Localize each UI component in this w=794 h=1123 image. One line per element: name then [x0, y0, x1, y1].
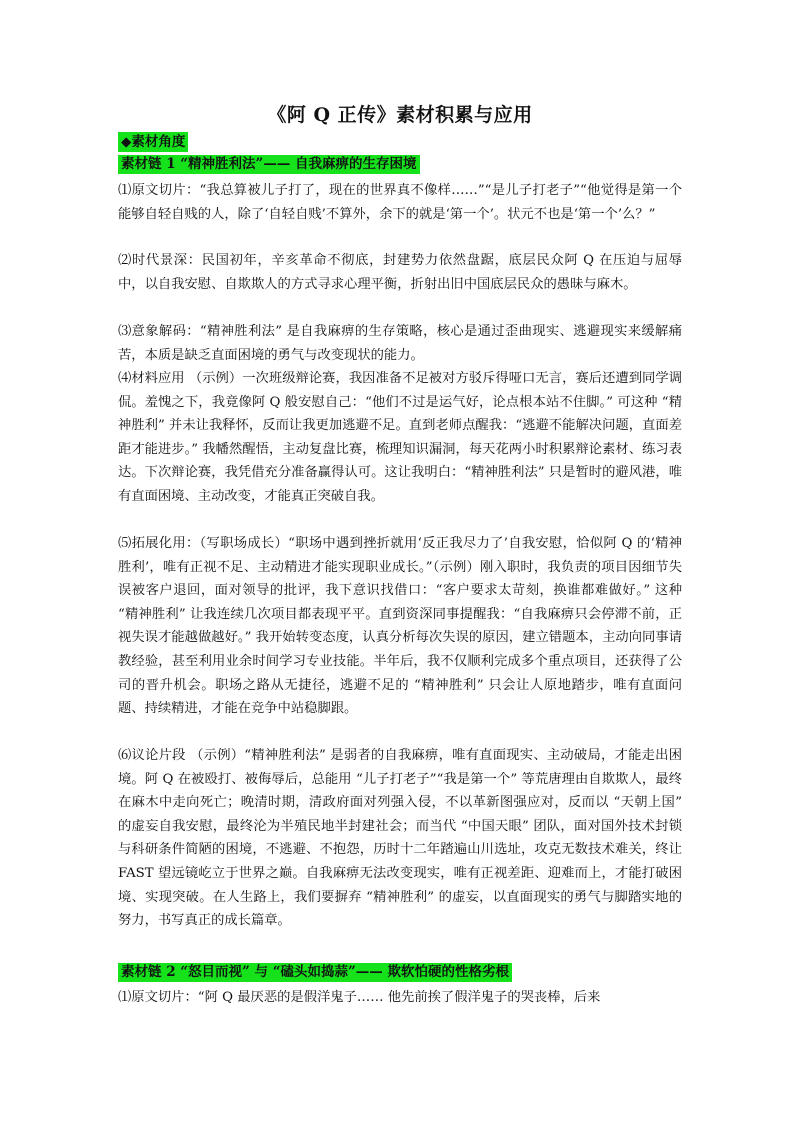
chain-1-item-5: ⑸拓展化用：（写职场成长）“职场中遇到挫折就用‘反正我尽力了’自我安慰，恰似阿 Q 的‘精神胜利’，唯有正视不足、主动精进才能实现职业成长。”（示例）刚入职时，我负责的项目因细节失误被客户退回，面对领导的批评，我下意识找借口：“客户要求太苛刻，换谁都难做好。” 这种 “精神胜利” 让我连续几次项目都表现平平。直到资深同事提醒我：“自我麻痹只会停滞不前，正视失误才能越做越好。” 我开始转变态度，认真分析每次失误的原因，建立错题本，主动向同事请教经验，甚至利用业余时间学习专业技能。半年后，我不仅顺利完成多个重点项目，还获得了公司的晋升机会。职场之路从无捷径，逃避不足的 “精神胜利” 只会让人原地踏步，唯有直面问题、持续精进，才能在竞争中站稳脚跟。	[118, 536, 682, 717]
material-chain-2-heading: 素材链 2 “怒目而视” 与 “磕头如捣蒜”—— 欺软怕硬的性格劣根	[118, 963, 512, 982]
chain-1-item-2: ⑵时代景深：民国初年，辛亥革命不彻底，封建势力依然盘踞，底层民众阿 Q 在压迫与屈辱中，以自我安慰、自欺欺人的方式寻求心理平衡，折射出旧中国底层民众的愚昧与麻木。	[118, 253, 682, 292]
chain-1-item-3: ⑶意象解码：“精神胜利法” 是自我麻痹的生存策略，核心是通过歪曲现实、逃避现实来缓解痛苦，本质是缺乏直面困境的勇气与改变现状的能力。	[118, 324, 682, 363]
chain-1-item-1: ⑴原文切片：“我总算被儿子打了，现在的世界真不像样……”“是儿子打老子”“他觉得是第一个能够自轻自贱的人，除了‘自轻自贱’不算外，余下的就是‘第一个’。状元不也是‘第一个’么？”	[118, 183, 682, 222]
page-title: 《阿 Q 正传》素材积累与应用	[267, 104, 533, 126]
chain-2-item-1: ⑴原文切片：“阿 Q 最厌恶的是假洋鬼子…… 他先前挨了假洋鬼子的哭丧棒，后来	[118, 990, 601, 1005]
material-chain-1-heading: 素材链 1 “精神胜利法”—— 自我麻痹的生存困境	[118, 155, 420, 174]
chain-1-item-6: ⑹议论片段 （示例）“精神胜利法” 是弱者的自我麻痹，唯有直面现实、主动破局，才能走出困境。阿 Q 在被殴打、被侮辱后，总能用 “儿子打老子”“我是第一个” 等荒唐理由自欺欺人，最终在麻木中走向死亡；晚清时期，清政府面对列强入侵，不以革新图强应对，反而以 “天朝上国” 的虚妄自我安慰，最终沦为半殖民地半封建社会；而当代 “中国天眼” 团队，面对国外技术封锁与科研条件简陋的困境，不逃避、不抱怨，历时十二年踏遍山川选址，攻克无数技术难关，终让 FAST 望远镜屹立于世界之巅。自我麻痹无法改变现实，唯有正视差距、迎难而上，才能打破困境、实现突破。在人生路上，我们要摒弃 “精神胜利” 的虚妄，以直面现实的勇气与脚踏实地的努力，书写真正的成长篇章。	[118, 748, 682, 929]
chain-1-item-4: ⑷材料应用 （示例）一次班级辩论赛，我因准备不足被对方驳斥得哑口无言，赛后还遭到同学调侃。羞愧之下，我竟像阿 Q 般安慰自己：“他们不过是运气好，论点根本站不住脚。” 可这种 “精神胜利” 并未让我释怀，反而让我更加逃避不足。直到老师点醒我：“逃避不能解决问题，直面差距才能进步。” 我幡然醒悟，主动复盘比赛，梳理知识漏洞，每天花两小时积累辩论素材、练习表达。下次辩论赛，我凭借充分准备赢得认可。这让我明白：“精神胜利法” 只是暂时的避风港，唯有直面困境、主动改变，才能真正突破自我。	[118, 371, 682, 504]
section-tag: ◆素材角度	[118, 132, 188, 152]
